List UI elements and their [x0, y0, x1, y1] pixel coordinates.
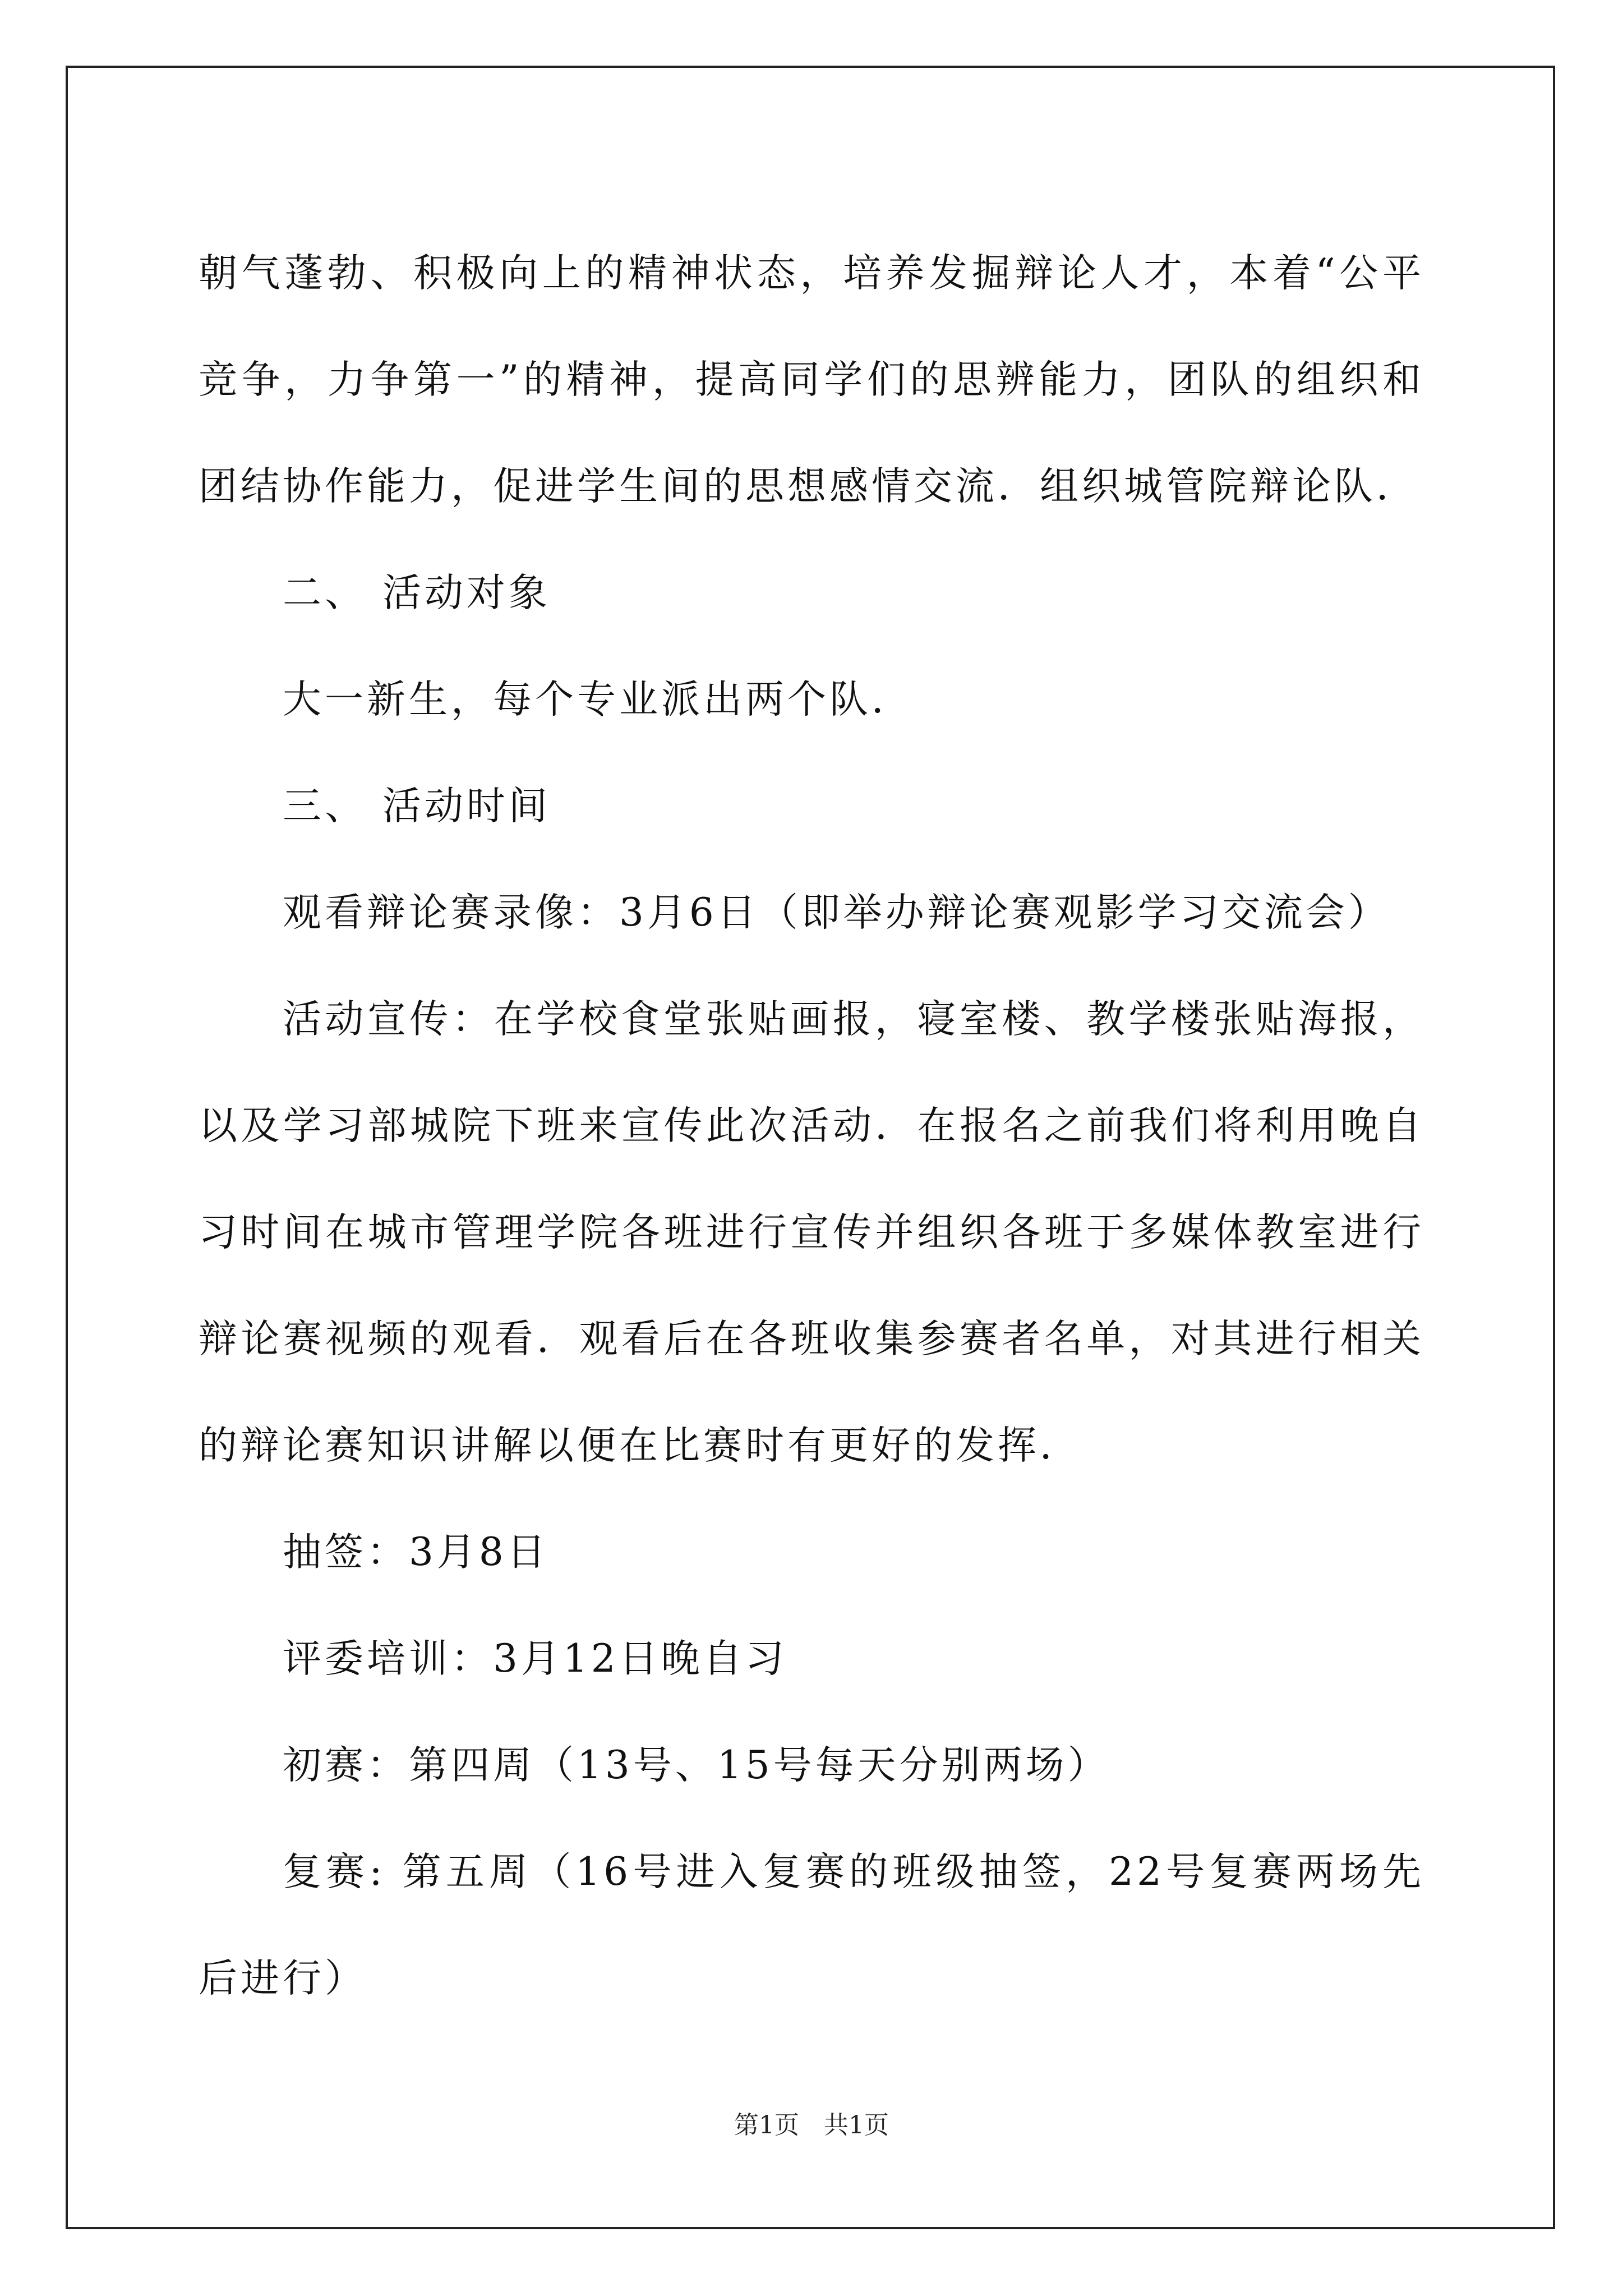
paragraph-watch-video: 观看辩论赛录像：3月6日（即举办辩论赛观影学习交流会）	[283, 890, 1390, 935]
document-body	[199, 220, 1424, 2032]
paragraph-intro: 朝气蓬勃、积极向上的精神状态，培养发掘辩论人才，本着“公平竞争，力争第一”的精神，提高同学们的思辨能力，团队的组织和团结协作能力，促进学生间的思想感情交流．组织城管院辩论队．	[199, 251, 1424, 509]
paragraph-preliminary: 初赛：第四周（13号、15号每天分别两场）	[283, 1743, 1110, 1788]
paragraph-judge-training: 评委培训：3月12日晚自习	[283, 1636, 787, 1681]
paragraph-semifinal: 复赛: 第五周（16号进入复赛的班级抽签，22号复赛两场先后进行）	[199, 1849, 1424, 2001]
paragraph-draw: 抽签：3月8日	[283, 1530, 549, 1575]
paragraph-promotion: 活动宣传：在学校食堂张贴画报，寝室楼、教学楼张贴海报，以及学习部城院下班来宣传此次活动．在报名之前我们将利用晚自习时间在城市管理学院各班进行宣传并组织各班于多媒体教室进行辩论赛视频的观看．观看后在各班收集参赛者名单，对其进行相关的辩论赛知识讲解以便在比赛时有更好的发挥．	[199, 997, 1424, 1468]
heading-activity-target: 二、 活动对象	[283, 570, 551, 615]
paragraph-target: 大一新生，每个专业派出两个队．	[283, 677, 914, 722]
page-footer: 第1页 共1页	[734, 2111, 889, 2139]
heading-activity-time: 三、 活动时间	[283, 784, 551, 829]
